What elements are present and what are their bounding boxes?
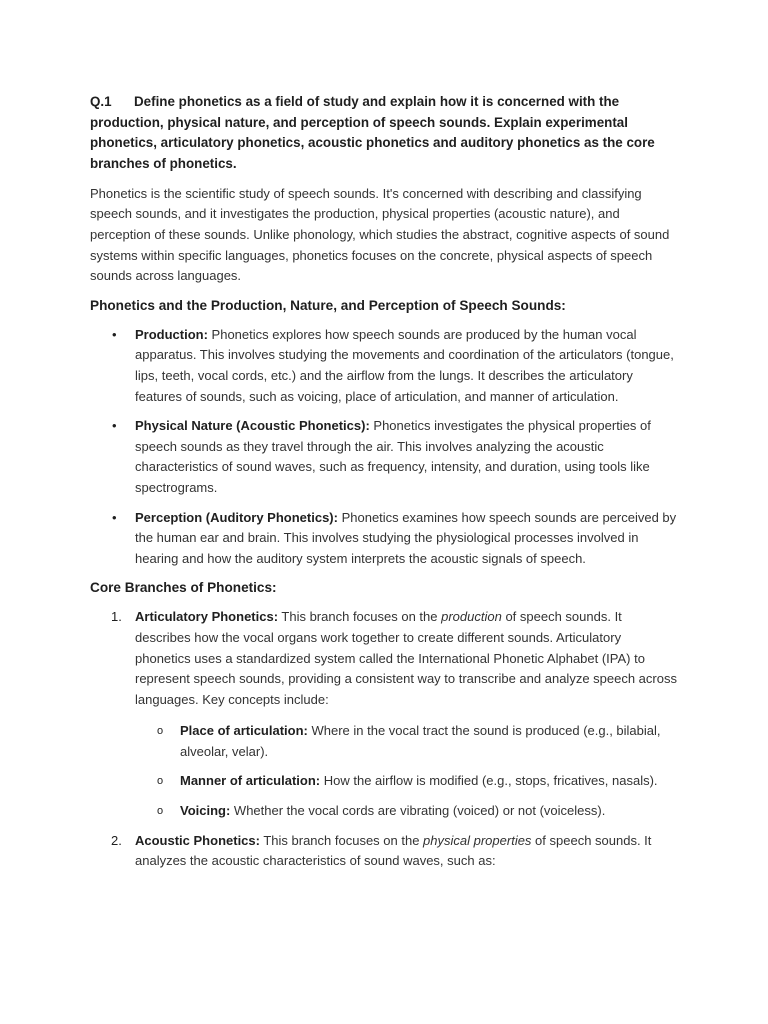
sub-bullet-marker: o <box>157 725 164 738</box>
item-text: How the airflow is modified (e.g., stops, fricatives, nasals). <box>320 773 658 789</box>
item-text: Phonetics investigates the physical properties of speech sounds as they travel through the air. This involves analyzing the acoustic characteristics of sound waves, such as frequency, intensity, and duration, using tools like spectrograms. <box>135 418 651 495</box>
sub-bullet-marker: o <box>157 775 164 788</box>
item-text: Whether the vocal cords are vibrating (voiced) or not (voiceless). <box>230 803 606 819</box>
item-text: Phonetics explores how speech sounds are produced by the human vocal apparatus. This involves studying the movements and coordination of the articulators (tongue, lips, teeth, vocal cords, etc.) and the airflow from the lungs. It describes the articulatory features of sounds, such as voicing, place of articulation, and manner of articulation. <box>135 326 674 404</box>
item-text: of speech sounds. It describes how the vocal organs work together to create different sounds. Articulatory phonetics uses a standardized system called the International Phonetic Alphabet (IPA) to represent speech sounds, providing a consistent way to transcribe and analyze speech across languages. Key concepts include: <box>135 609 677 707</box>
item-text: of speech sounds. It analyzes the acoustic characteristics of sound waves, such as: <box>135 832 652 869</box>
section-heading-production-nature-perception: Phonetics and the Production, Nature, and Perception of Speech Sounds: <box>90 297 566 313</box>
item-text: This branch focuses on the <box>259 832 424 848</box>
document-content <box>90 92 680 881</box>
question-heading <box>90 92 680 175</box>
item-term: Place of articulation: <box>180 723 308 739</box>
item-text: Phonetics examines how speech sounds are perceived by the human ear and brain. This involves studying the physiological processes involved in hearing and how the auditory system interprets the acoustic signals of speech. <box>135 509 677 566</box>
sub-bullet-marker: o <box>157 805 164 818</box>
item-term: Articulatory Phonetics: <box>135 609 279 625</box>
item-term: Perception (Auditory Phonetics): <box>135 509 338 525</box>
item-term: Physical Nature (Acoustic Phonetics): <box>135 418 370 434</box>
sub-list-item <box>135 721 680 762</box>
question-number: Q.1 <box>90 94 112 109</box>
intro-paragraph: Phonetics is the scientific study of speech sounds. It's concerned with describing and classifying speech sounds, and it investigates the production, physical properties (acoustic nature), and perception of these sounds. Unlike phonology, which studies the abstract, cognitive aspects of sound systems within specific languages, phonetics focuses on the concrete, physical aspects of speech sounds across languages. <box>90 185 670 284</box>
item-emphasis: production <box>441 609 502 625</box>
item-text: Where in the vocal tract the sound is produced (e.g., bilabial, alveolar, velar). <box>180 723 661 759</box>
section-heading-core-branches: Core Branches of Phonetics: <box>90 580 277 596</box>
item-term: Voicing: <box>180 803 231 819</box>
item-term: Production: <box>135 326 208 342</box>
list-item <box>90 508 680 570</box>
item-term: Acoustic Phonetics: <box>135 832 260 848</box>
sub-list <box>135 721 680 821</box>
bullet-list <box>90 325 680 570</box>
question-text: Define phonetics as a field of study and explain how it is concerned with the production, physical nature, and perception of speech sounds. Explain experimental phonetics, articulatory phonetics, acoustic phonetics and auditory phonetics as the core branches of phonetics. <box>90 94 655 172</box>
list-item <box>90 325 680 407</box>
sub-list-item <box>135 771 680 792</box>
item-number: 2. <box>111 832 122 848</box>
numbered-list <box>90 607 680 872</box>
list-item <box>90 607 680 821</box>
item-number: 1. <box>111 609 122 625</box>
sub-list-item <box>135 801 680 822</box>
list-item <box>90 416 680 498</box>
item-emphasis: physical properties <box>423 832 532 848</box>
item-term: Manner of articulation: <box>180 773 321 789</box>
list-item <box>90 831 680 872</box>
item-text: This branch focuses on the <box>278 609 442 625</box>
